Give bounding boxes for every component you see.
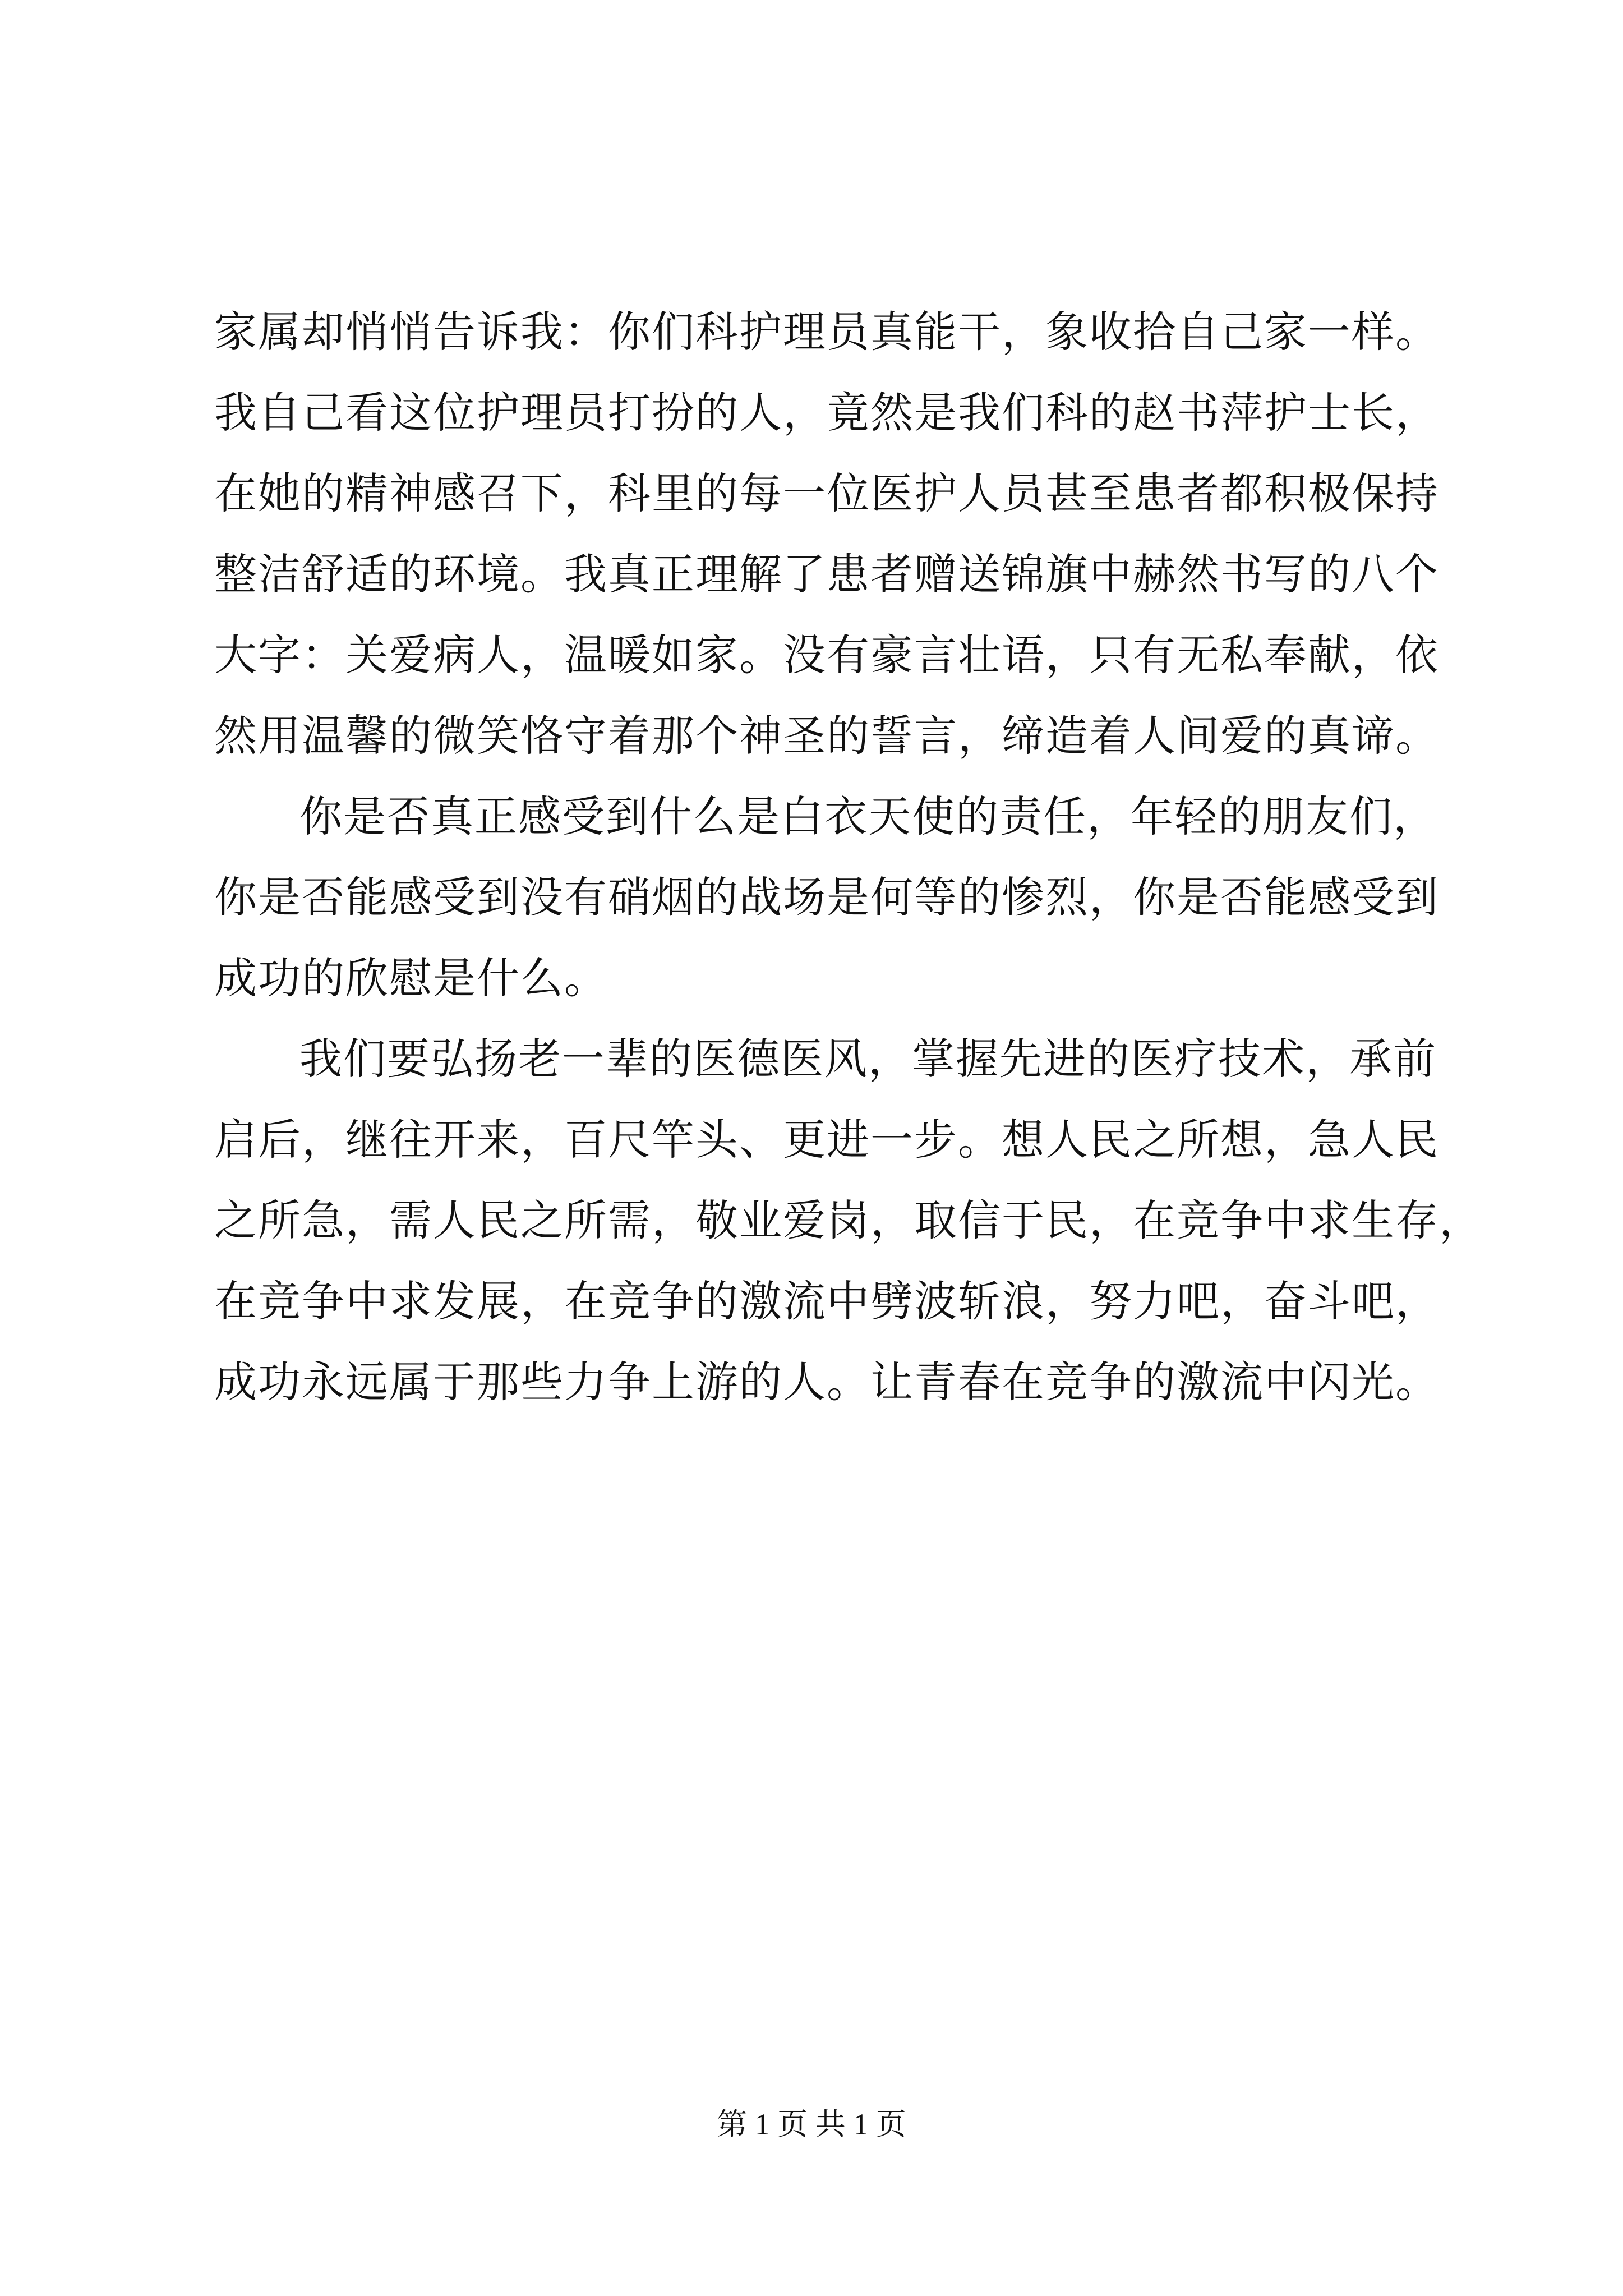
- paragraph-3-line-3: 之所急，需人民之所需，敬业爱岗，取信于民，在竞争中求生存，: [214, 1195, 1483, 1245]
- document-body: [214, 292, 1483, 1423]
- paragraph-3-line-5: 成功永远属于那些力争上游的人。让青春在竞争的激流中闪光。: [214, 1357, 1439, 1407]
- paragraph-3-line-1: 我们要弘扬老一辈的医德医风，掌握先进的医疗技术，承前: [299, 1034, 1437, 1084]
- paragraph-2-line-1: 你是否真正感受到什么是白衣天使的责任，年轻的朋友们，: [299, 792, 1437, 841]
- paragraph-1-line-1: 家属却悄悄告诉我：你们科护理员真能干，象收拾自己家一样。: [214, 307, 1439, 357]
- paragraph-1-line-3: 在她的精神感召下，科里的每一位医护人员甚至患者都积极保持: [214, 468, 1439, 518]
- page-number-label: 第 1 页 共 1 页: [717, 2108, 906, 2141]
- paragraph-1-line-5: 大字：关爱病人，温暖如家。没有豪言壮语，只有无私奉献，依: [214, 630, 1439, 680]
- paragraph-1-line-2: 我自己看这位护理员打扮的人，竟然是我们科的赵书萍护士长，: [214, 388, 1439, 438]
- paragraph-1-line-6: 然用温馨的微笑恪守着那个神圣的誓言，缔造着人间爱的真谛。: [214, 711, 1439, 761]
- paragraph-2-line-3: 成功的欣慰是什么。: [214, 953, 608, 1003]
- paragraph-1-line-4: 整洁舒适的环境。我真正理解了患者赠送锦旗中赫然书写的八个: [214, 549, 1439, 599]
- paragraph-2-line-2: 你是否能感受到没有硝烟的战场是何等的惨烈，你是否能感受到: [214, 872, 1439, 922]
- paragraph-3-line-2: 启后，继往开来，百尺竿头、更进一步。想人民之所想，急人民: [214, 1115, 1439, 1165]
- page-footer: [0, 2106, 1623, 2143]
- paragraph-3-line-4: 在竞争中求发展，在竞争的激流中劈波斩浪，努力吧，奋斗吧，: [214, 1276, 1439, 1326]
